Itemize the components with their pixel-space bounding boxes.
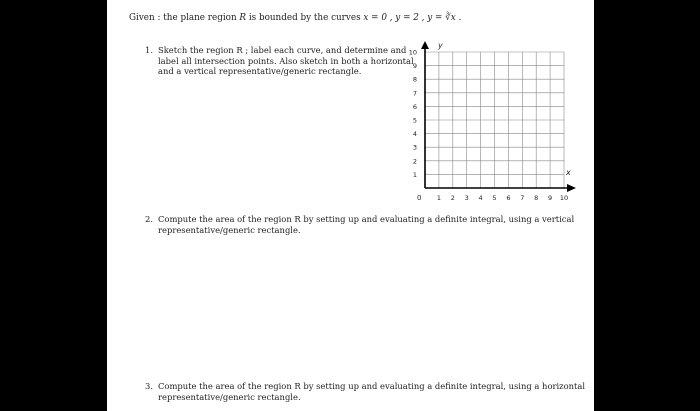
question-2-line-2: representative/generic rectangle. <box>158 224 301 235</box>
grid-lines <box>425 52 564 188</box>
y-tick-label: 2 <box>412 157 417 166</box>
y-tick-label: 6 <box>412 102 417 111</box>
question-2-line-1: Compute the area of the region R by setting up and evaluating a definite integral, using a vertical <box>158 214 575 224</box>
y-tick-label: 7 <box>412 89 417 98</box>
origin-label: 0 <box>417 194 422 202</box>
question-3-text <box>158 381 585 402</box>
x-tick-label: 6 <box>506 194 511 202</box>
x-tick-label: 9 <box>548 194 553 202</box>
question-3-number: 3. <box>145 381 153 391</box>
question-3-line-2: representative/generic rectangle. <box>158 391 301 402</box>
x-tick-label: 1 <box>436 194 441 202</box>
y-tick-label: 8 <box>412 75 417 84</box>
question-3-line-1: Compute the area of the region R by setting up and evaluating a definite integral, using a horizontal <box>158 381 586 391</box>
x-tick-label: 2 <box>450 194 455 202</box>
given-statement <box>129 13 461 24</box>
question-2-number: 2. <box>145 214 153 224</box>
question-1-line-1: Sketch the region R ; label each curve, and determine and <box>158 45 407 55</box>
region-variable: R <box>239 13 247 23</box>
curve-equations: x = 0 , y = 2 , y = ∛x . <box>363 13 462 23</box>
question-1-number: 1. <box>145 45 153 55</box>
y-axis-arrow <box>421 41 429 49</box>
given-prefix: Given : the plane region <box>129 13 237 23</box>
question-1-text <box>158 45 414 77</box>
x-axis-arrow <box>567 184 576 192</box>
y-tick-label: 5 <box>412 116 417 125</box>
x-tick-label: 10 <box>559 194 569 202</box>
coordinate-grid <box>397 38 587 208</box>
x-tick-label: 4 <box>478 194 483 202</box>
y-tick-labels <box>409 49 417 179</box>
question-1-line-3: and a vertical representative/generic rectangle. <box>158 66 362 76</box>
question-1-line-2: label all intersection points. Also sketch in both a horizontal <box>158 55 414 66</box>
given-mid: is bounded by the curves <box>248 13 361 23</box>
y-tick-label: 1 <box>412 170 417 179</box>
x-tick-label: 5 <box>492 194 497 202</box>
y-tick-label: 4 <box>412 130 417 139</box>
y-tick-label: 9 <box>412 62 417 71</box>
x-tick-labels <box>437 194 568 202</box>
x-tick-label: 7 <box>520 194 525 202</box>
x-tick-label: 3 <box>464 194 469 202</box>
y-axis-label: y <box>438 41 443 50</box>
worksheet-page <box>107 0 594 411</box>
x-axis-label: x <box>566 168 571 177</box>
question-2-text <box>158 214 574 235</box>
y-tick-label: 3 <box>412 143 417 152</box>
x-tick-label: 8 <box>534 194 539 202</box>
y-tick-label: 10 <box>408 48 417 57</box>
